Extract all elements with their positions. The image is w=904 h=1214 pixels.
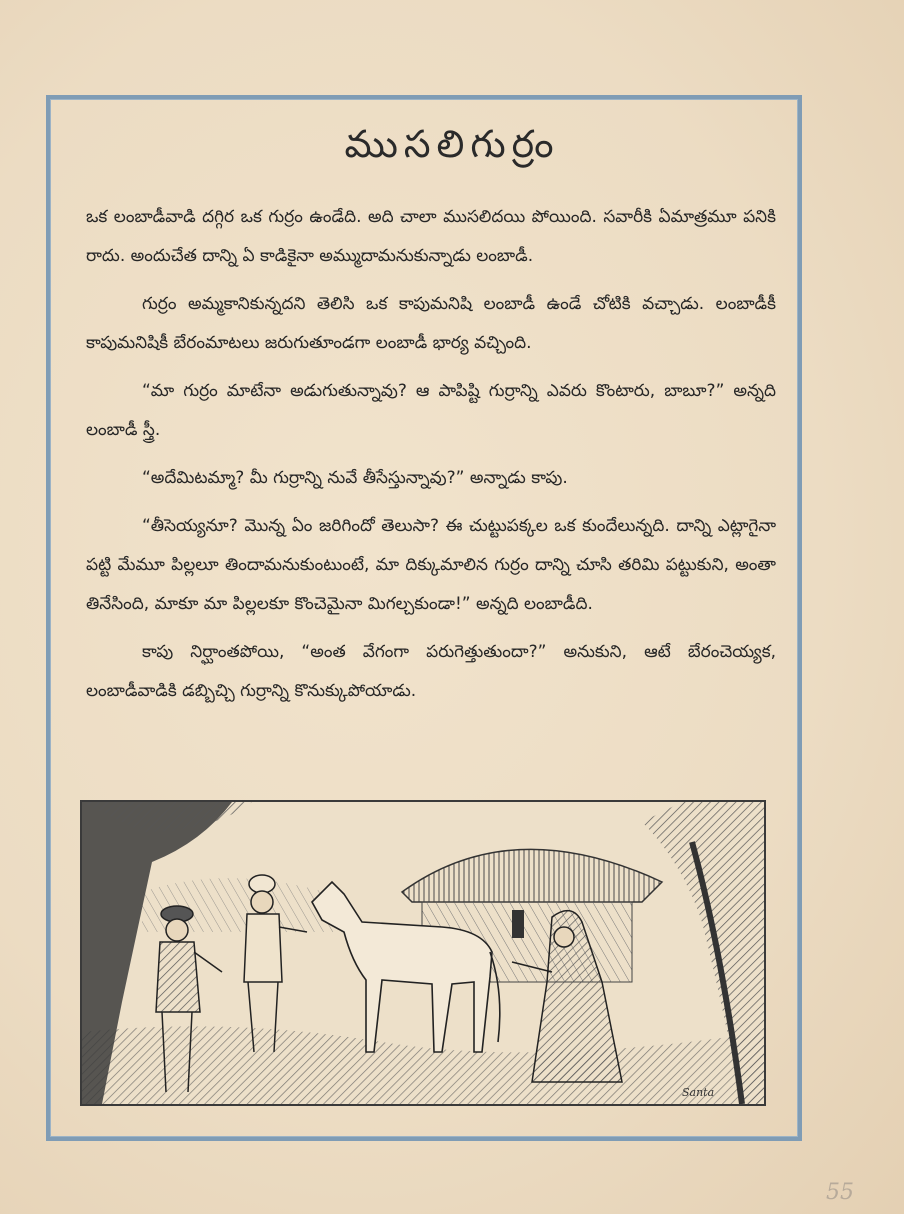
story-body	[86, 198, 776, 720]
artist-signature: Santa	[682, 1086, 715, 1099]
story-title: ముసలిగుర్రం	[344, 122, 560, 166]
page-number: 55	[826, 1180, 854, 1205]
paragraph-3: “మా గుర్రం మాటేనా అడుగుతున్నావు? ఆ పాపిష్టి గుర్రాన్ని ఎవరు కొంటారు, బాబూ?” అన్నది లంబాడీ స్త్రీ.	[86, 381, 776, 440]
paragraph-6: కాపు నిర్ఘాంతపోయి, “అంత వేగంగా పరుగెత్తుతుందా?” అనుకుని, ఆటే బేరంచెయ్యక, లంబాడీవాడికి డబ్బిచ్చి గుర్రాన్ని కొనుక్కుపోయాడు.	[86, 642, 776, 701]
paragraph-2: గుర్రం అమ్మకానికున్నదని తెలిసి ఒక కాపుమనిషి లంబాడీ ఉండే చోటికి వచ్చాడు. లంబాడీకీ కాపుమనిషికీ బేరంమాటలు జరుగుతూండగా లంబాడీ భార్య వచ్చింది.	[86, 294, 776, 353]
paragraph-4: “అదేమిటమ్మా? మీ గుర్రాన్ని నువే తీసేస్తున్నావు?” అన్నాడు కాపు.	[142, 468, 568, 488]
paragraph-1: ఒక లంబాడీవాడి దగ్గిర ఒక గుర్రం ఉండేది. అది చాలా ముసలిదయి పోయింది. సవారీకి ఏమాత్రమూ పనికి రాదు. అందుచేత దాన్ని ఏ కాడికైనా అమ్ముదామనుకున్నాడు లంబాడీ.	[86, 207, 776, 266]
paragraph-5: “తీసెయ్యనూ? మొన్న ఏం జరిగిందో తెలుసా? ఈ చుట్టుపక్కల ఒక కుందేలున్నది. దాన్ని ఎట్లాగైనా పట్టి మేమూ పిల్లలూ తిందామనుకుంటుంటే, మా దిక్కుమాలిన గుర్రం దాన్ని చూసి తరిమి పట్టుకుని, అంతా తినేసింది, మాకూ మా పిల్లలకూ కొంచెమైనా మిగల్చకుండా!” అన్నది లంబాడీది.	[86, 516, 776, 614]
story-illustration	[80, 800, 766, 1106]
